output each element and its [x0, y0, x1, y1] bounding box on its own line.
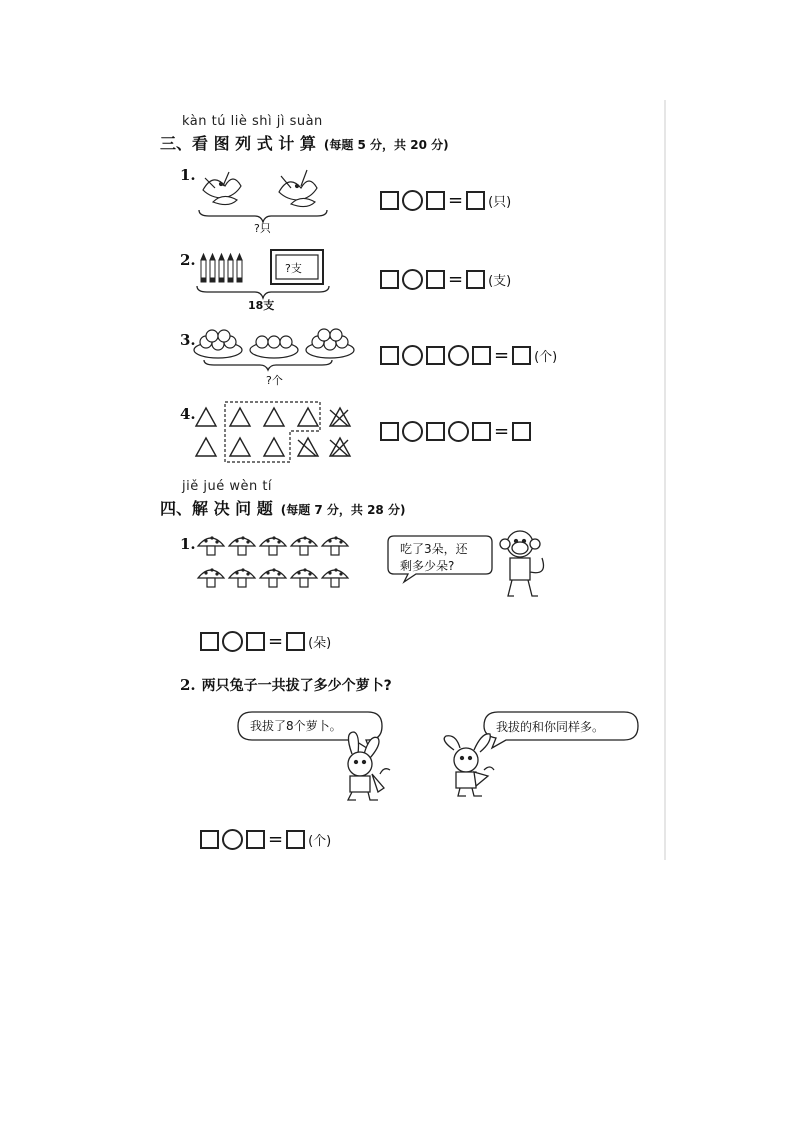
unit-label: (个)	[308, 834, 332, 849]
speech-line-1: 吃了3朵，还	[400, 542, 468, 556]
answer-box[interactable]	[426, 422, 445, 441]
result-box[interactable]	[286, 830, 305, 849]
result-box[interactable]	[512, 346, 531, 365]
equals-sign: =	[494, 345, 510, 366]
q3-1-equation	[380, 190, 511, 211]
operator-circle[interactable]	[222, 631, 243, 652]
q3-2-equation	[380, 269, 511, 290]
q3-1-label: ?只	[254, 222, 271, 235]
section4-header	[160, 496, 405, 519]
answer-box[interactable]	[426, 270, 445, 289]
q3-1-number: 1.	[180, 166, 196, 184]
equals-sign: =	[494, 421, 510, 442]
result-box[interactable]	[466, 191, 485, 210]
answer-box[interactable]	[472, 422, 491, 441]
section4-title: 四、解 决 问 题	[160, 499, 273, 518]
q3-3-number: 3.	[180, 331, 196, 349]
operator-circle[interactable]	[448, 345, 469, 366]
result-box[interactable]	[286, 632, 305, 651]
bird-group-right	[279, 170, 317, 207]
q3-2-number: 2.	[180, 251, 196, 269]
q3-4-number: 4.	[180, 405, 196, 423]
operator-circle[interactable]	[448, 421, 469, 442]
plate-left	[194, 330, 242, 358]
unit-label: (个)	[534, 350, 558, 365]
answer-box[interactable]	[426, 191, 445, 210]
answer-box[interactable]	[380, 191, 399, 210]
operator-circle[interactable]	[402, 190, 423, 211]
q3-2-label: 18支	[248, 299, 275, 312]
unit-label: (支)	[488, 274, 512, 289]
equals-sign: =	[448, 190, 464, 211]
monkey-icon	[496, 528, 552, 604]
mushrooms-illustration	[196, 530, 356, 592]
answer-box[interactable]	[472, 346, 491, 365]
bird-group-left	[203, 172, 241, 205]
section4-score: (每题 7 分，共 28 分)	[280, 503, 406, 517]
operator-circle[interactable]	[222, 829, 243, 850]
answer-box[interactable]	[380, 346, 399, 365]
q4-1-equation	[200, 631, 331, 652]
triangles-illustration	[194, 400, 354, 464]
rabbit-left-icon	[334, 730, 404, 804]
equals-sign: =	[268, 829, 284, 850]
answer-box[interactable]	[380, 270, 399, 289]
q3-2-box-label: ?支	[285, 262, 302, 275]
answer-box[interactable]	[380, 422, 399, 441]
result-box[interactable]	[466, 270, 485, 289]
rabbit-right-icon	[440, 728, 510, 802]
section3-header	[160, 131, 449, 154]
q4-2-text: 两只兔子一共拔了多少个萝卜?	[201, 678, 392, 694]
section4-pinyin: jiě jué wèn tí	[182, 479, 273, 494]
q4-1-number: 1.	[180, 535, 196, 553]
operator-circle[interactable]	[402, 345, 423, 366]
answer-box[interactable]	[200, 632, 219, 651]
pencils	[201, 254, 242, 282]
tomato-plates-illustration	[192, 326, 357, 374]
section3-title: 三、看 图 列 式 计 算	[160, 134, 316, 153]
q3-3-label: ?个	[266, 374, 283, 387]
q3-3-equation	[380, 345, 557, 366]
q4-2-number: 2.	[180, 676, 196, 694]
monkey-speech-text	[400, 541, 468, 575]
plate-right	[306, 329, 354, 358]
equals-sign: =	[268, 631, 284, 652]
operator-circle[interactable]	[402, 421, 423, 442]
brace-q3	[204, 360, 332, 370]
plate-middle	[250, 336, 298, 358]
section3-pinyin: kàn tú liè shì jì suàn	[182, 114, 323, 129]
speech-line-2: 剩多少朵?	[400, 559, 455, 573]
left-rabbit-speech: 我拔了8个萝卜。	[250, 719, 342, 733]
q3-4-equation	[380, 421, 531, 442]
right-rabbit-speech: 我拔的和你同样多。	[496, 720, 605, 734]
q4-2-equation	[200, 829, 331, 850]
result-box[interactable]	[512, 422, 531, 441]
section3-score: (每题 5 分，共 20 分)	[323, 138, 449, 152]
answer-box[interactable]	[246, 632, 265, 651]
q4-2-question	[180, 675, 392, 695]
unit-label: (只)	[488, 195, 512, 210]
page-edge	[664, 100, 666, 860]
answer-box[interactable]	[246, 830, 265, 849]
unit-label: (朵)	[308, 636, 332, 651]
equals-sign: =	[448, 269, 464, 290]
operator-circle[interactable]	[402, 269, 423, 290]
answer-box[interactable]	[426, 346, 445, 365]
answer-box[interactable]	[200, 830, 219, 849]
